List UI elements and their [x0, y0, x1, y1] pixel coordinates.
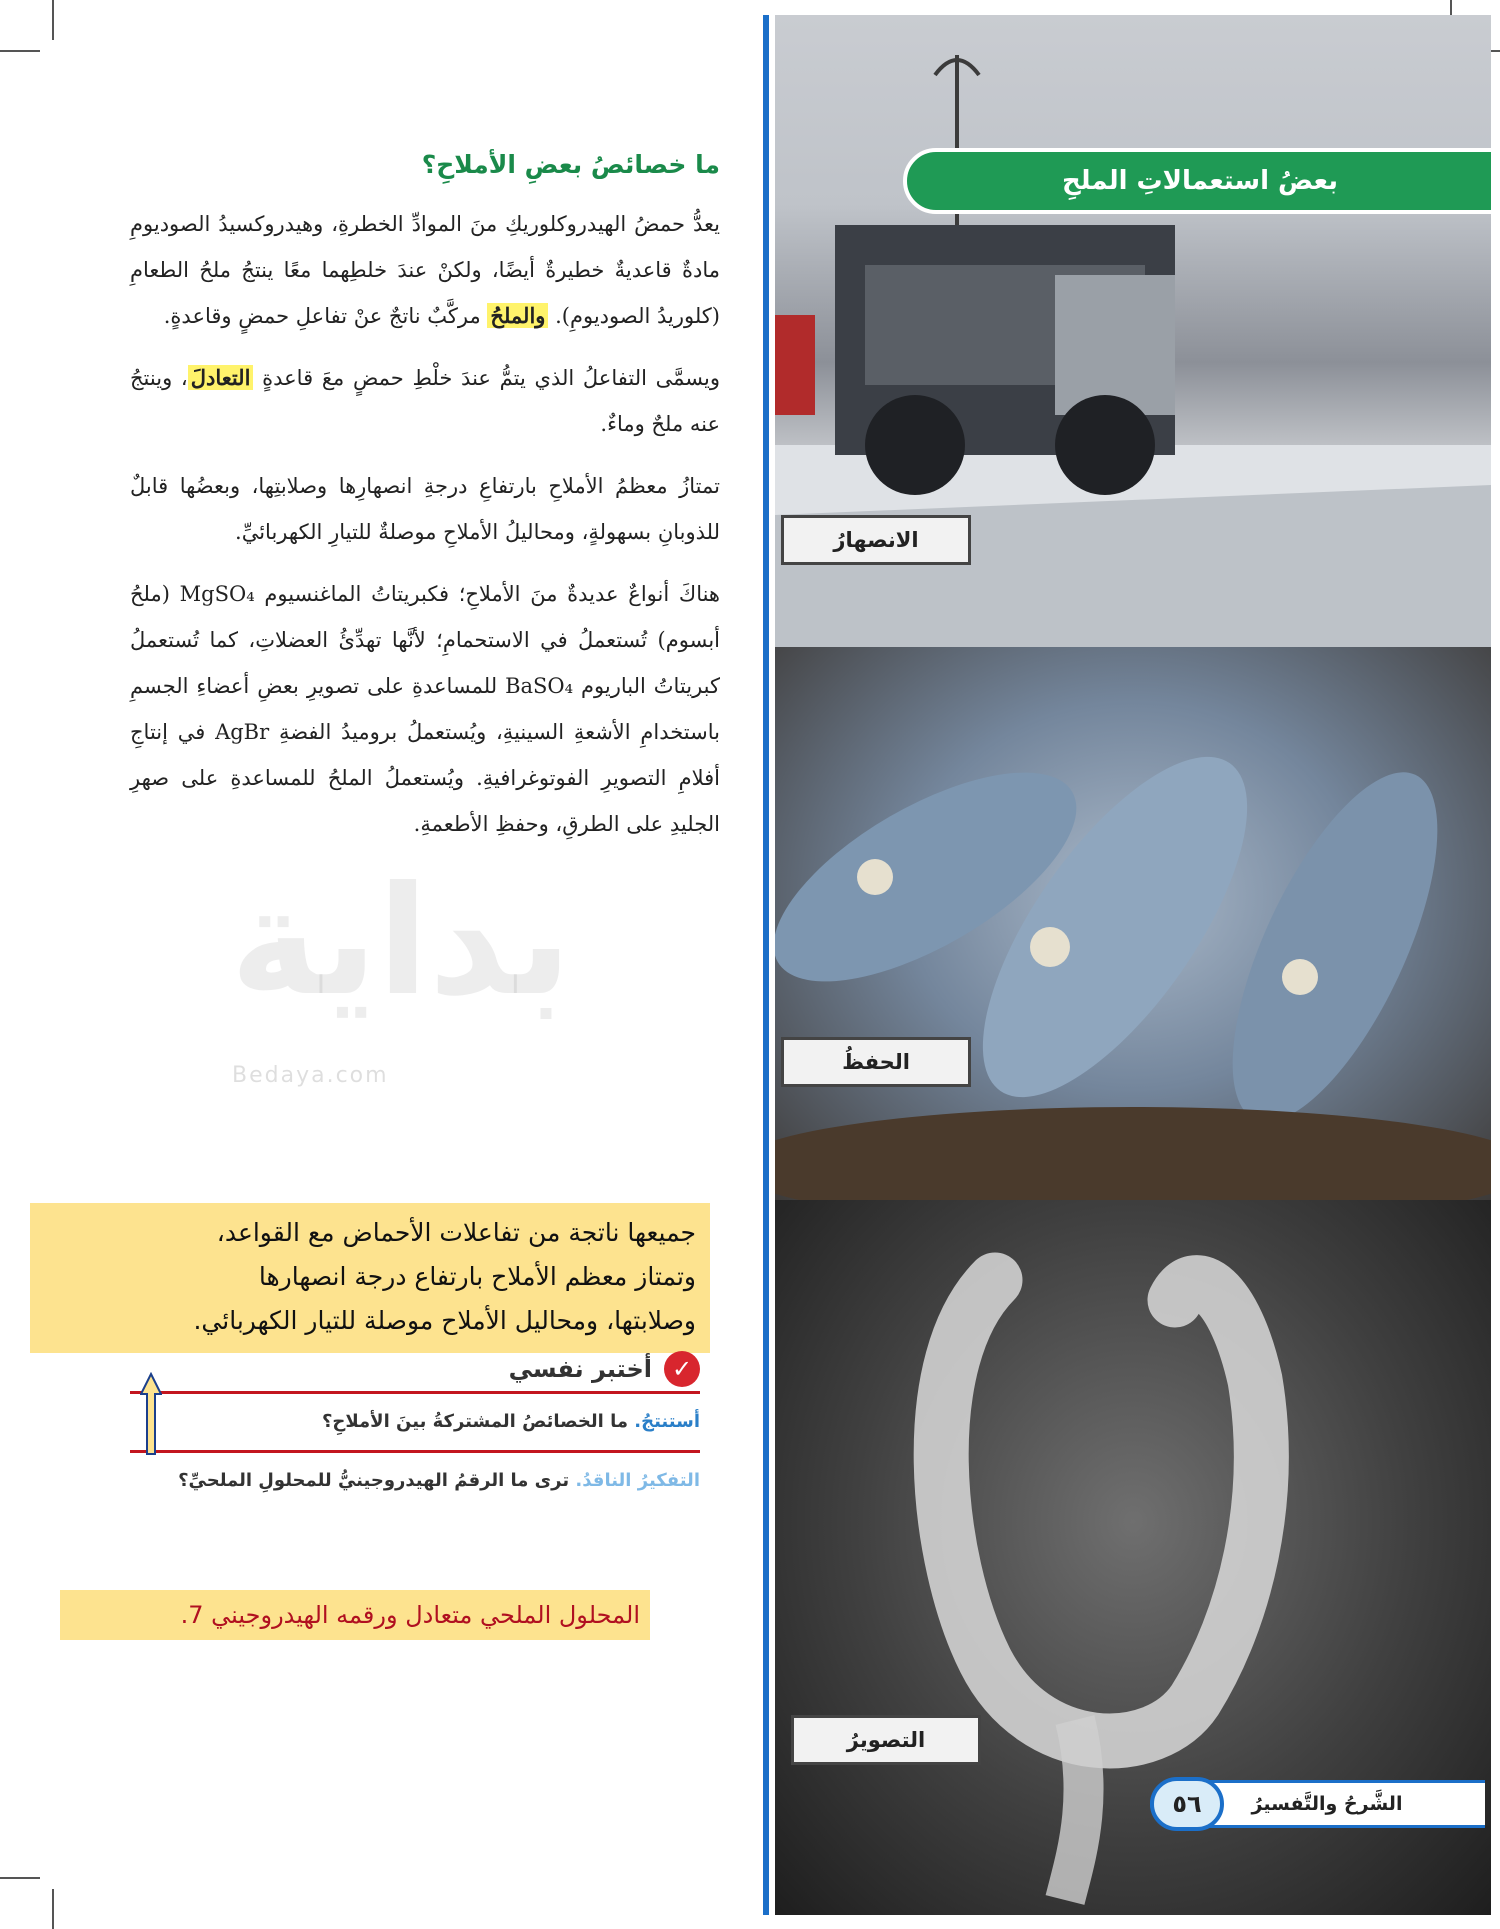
paragraph-salt-definition: [130, 201, 720, 339]
divider: [130, 1450, 700, 1453]
paragraph-text: ، وينتجُ عنه ملحٌ وماءٌ.: [130, 366, 720, 436]
photo-label-melting: الانصهارُ: [781, 515, 971, 565]
photo-label-preservation: الحفظُ: [781, 1037, 971, 1087]
photo-column: [763, 15, 1491, 1915]
snow-truck-photo: [775, 15, 1491, 647]
paragraph-properties: تمتازُ معظمُ الأملاحِ بارتفاعِ درجةِ انصهارِها وصلابتِها، وبعضُها قابلٌ للذوبانِ بسهولةٍ، ومحاليلُ الأملاحِ موصلةٌ للتيارِ الكهربائيِّ.: [130, 474, 720, 544]
paragraph-text: ويسمَّى التفاعلُ الذي يتمُّ عندَ خلْطِ حمضٍ معَ قاعدةٍ: [262, 366, 720, 390]
text-column: [130, 150, 720, 863]
self-check-box: [130, 1355, 700, 1501]
crop-mark: [52, 0, 54, 40]
answer-line: وتمتاز معظم الأملاح بارتفاع درجة انصهارها: [258, 1262, 696, 1291]
question-critical-thinking: [130, 1461, 700, 1501]
photo-label-imaging: التصويرُ: [791, 1715, 981, 1765]
question-key: أستنتجُ.: [634, 1411, 700, 1432]
crop-mark: [52, 1889, 54, 1929]
section-label: الشَّرحُ والتَّفسيرُ: [1251, 1793, 1403, 1815]
crop-mark: [0, 1877, 40, 1879]
paragraph-salt-types: هناكَ أنواعٌ عديدةٌ منَ الأملاحِ؛ فكبريتاتُ الماغنسيوم MgSO₄ (ملحُ أبسوم) تُستعملُ في الاستحمامِ؛ لأنَّها تهدِّئُ العضلاتِ، كما تُستعملُ كبريتاتُ الباريوم BaSO₄ للمساعدةِ على تصويرِ بعضِ أعضاءِ الجسمِ باستخدامِ الأشعةِ السينيةِ، ويُستعملُ بروميدُ الفضةِ AgBr في إنتاجِ أفلامِ التصويرِ الفوتوغرافيةِ. ويُستعملُ الملحُ للمساعدةِ على صهرِ الجليدِ على الطرقِ، وحفظِ الأطعمةِ.: [130, 582, 721, 836]
page-number: ٥٦: [1150, 1777, 1224, 1831]
answer-box-ph: المحلول الملحي متعادل ورقمه الهيدروجيني 7.: [60, 1590, 650, 1640]
section-banner: بعضُ استعمالاتِ الملحِ: [903, 148, 1491, 214]
question-key: التفكيرُ الناقدُ.: [575, 1470, 700, 1491]
up-arrow-icon: [140, 1372, 162, 1456]
question-text: ما الخصائصُ المشتركةُ بينَ الأملاحِ؟: [321, 1411, 628, 1432]
salted-fish-photo: [775, 647, 1491, 1200]
divider: [130, 1391, 700, 1394]
paragraph-text: مركَّبٌ ناتجٌ عنْ تفاعلِ حمضٍ وقاعدةٍ.: [163, 304, 481, 328]
question-conclude: [130, 1402, 700, 1442]
answer-line: جميعها ناتجة من تفاعلات الأحماض مع القواعد،: [216, 1218, 696, 1247]
self-check-title: أختبر نفسي: [508, 1355, 652, 1383]
highlight-term: التعادلَ: [188, 365, 254, 390]
answer-line: وصلابتها، ومحاليل الأملاح موصلة للتيار الكهربائي.: [193, 1306, 696, 1335]
highlight-term: والملحُ: [487, 303, 548, 328]
answer-box-properties: [30, 1203, 710, 1353]
section-heading: ما خصائصُ بعضِ الأملاحِ؟: [421, 150, 720, 179]
watermark-url: Bedaya.com: [232, 1063, 389, 1088]
paragraph-text: يعدُّ حمضُ الهيدروكلوريكِ منَ الموادِّ الخطرةِ، وهيدروكسيدُ الصوديومِ مادةٌ قاعديةٌ خطيرةٌ أيضًا، ولكنْ عندَ خلطِهما معًا ينتجُ ملحُ الطعامِ (كلوريدُ الصوديومِ).: [130, 212, 720, 328]
watermark-logo: بداية: [230, 855, 572, 1029]
fish-illustration: [775, 647, 1491, 1200]
question-text: ترى ما الرقمُ الهيدروجينيُّ للمحلولِ الملحيِّ؟: [178, 1470, 570, 1491]
paragraph-neutralization: [130, 355, 720, 447]
check-badge-icon: ✓: [664, 1351, 700, 1387]
crop-mark: [0, 50, 40, 52]
